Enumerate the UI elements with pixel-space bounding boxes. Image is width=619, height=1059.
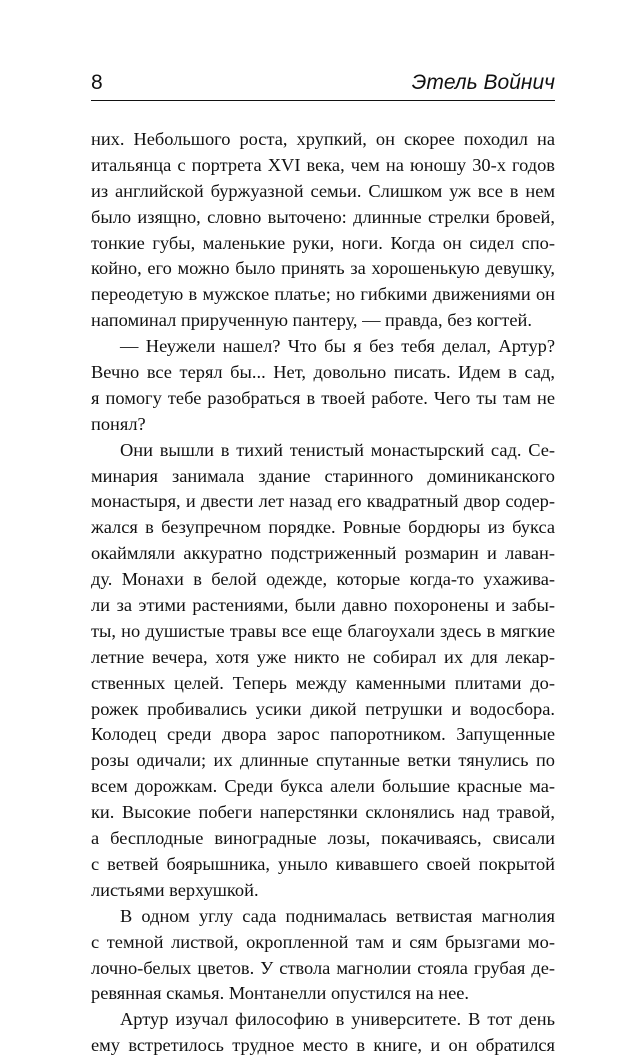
text-line: Они вышли в тихий тенистый монастырский сад. Се- [120, 439, 555, 460]
text-line: ственных целей. Теперь между каменными плитами до- [91, 672, 555, 693]
text-line: с ветвей боярышника, уныло кивавшего своей покрытой [91, 853, 555, 874]
text-line: ты, но душистые травы все еще благоухали здесь в мягкие [91, 620, 555, 641]
text-line: минария занимала здание старинного доминиканского [91, 465, 555, 486]
text-line: ду. Монахи в белой одежде, которые когда-то ухажива- [91, 569, 555, 590]
text-line: переодетую в мужское платье; но гибкими движениями он [91, 284, 555, 305]
text-line: понял? [91, 413, 146, 434]
text-line: ли за этими растениями, были давно похоронены и забы- [91, 595, 555, 616]
text-line: ревянная скамья. Монтанелли опустился на нее. [91, 983, 470, 1004]
body-text [91, 127, 555, 1059]
text-line: Артур изучал философию в университете. В тот день [120, 1009, 555, 1030]
text-line: итальянца с портрета XVI века, чем на юношу 30-х годов [91, 154, 555, 175]
text-line: жался в безупречном порядке. Ровные бордюры из букса [91, 517, 555, 538]
text-line: розы одичали; их длинные спутанные ветки тянулись по [91, 750, 555, 771]
text-line: них. Небольшого роста, хрупкий, он скорее походил на [91, 129, 555, 149]
text-line: монастыря, и двести лет назад его квадратный двор содер- [91, 491, 555, 512]
text-line: а бесплодные виноградные лозы, покачиваясь, свисали [91, 828, 555, 849]
text-line: ки. Высокие побеги наперстянки склонялись над травой, [91, 802, 555, 823]
text-line: напоминал прирученную пантеру, — правда, без когтей. [91, 310, 532, 331]
page-header [91, 64, 555, 101]
text-line: лочно-белых цветов. У ствола магнолии стояла грубая де- [91, 957, 555, 978]
running-head-author: Этель Войнич [411, 71, 555, 94]
text-line: с темной листвой, окропленной там и сям брызгами мо- [91, 931, 555, 952]
text-line: Колодец среди двора зарос папоротником. Запущенные [91, 724, 555, 745]
text-line: листьями верхушкой. [91, 879, 259, 900]
text-line: летние вечера, хотя уже никто не собирал их для лекар- [91, 646, 555, 667]
page-number: 8 [91, 71, 103, 94]
text-line: рожек пробивались усики дикой петрушки и водосбора. [91, 698, 555, 719]
text-line: из английской буржуазной семьи. Слишком уж все в нем [91, 180, 555, 201]
text-line: я помогу тебе разобраться в твоей работе. Чего ты там не [91, 387, 555, 408]
text-line: Вечно все терял бы... Нет, довольно писать. Идем в сад, [91, 362, 555, 383]
text-line: тонкие губы, маленькие руки, ноги. Когда он сидел спо- [91, 232, 555, 253]
text-line: койно, его можно было принять за хорошенькую девушку, [91, 258, 555, 279]
text-line: было изящно, словно выточено: длинные стрелки бровей, [91, 206, 555, 227]
text-line: — Неужели нашел? Что бы я без тебя делал, Артур? [120, 336, 555, 357]
text-line: ему встретилось трудное место в книге, и он обратился [91, 1035, 555, 1056]
text-line: окаймляли аккуратно подстриженный розмарин и лаван- [91, 543, 555, 564]
text-line: всем дорожкам. Среди букса алели большие красные ма- [91, 776, 555, 797]
text-line: В одном углу сада поднималась ветвистая магнолия [120, 905, 555, 926]
